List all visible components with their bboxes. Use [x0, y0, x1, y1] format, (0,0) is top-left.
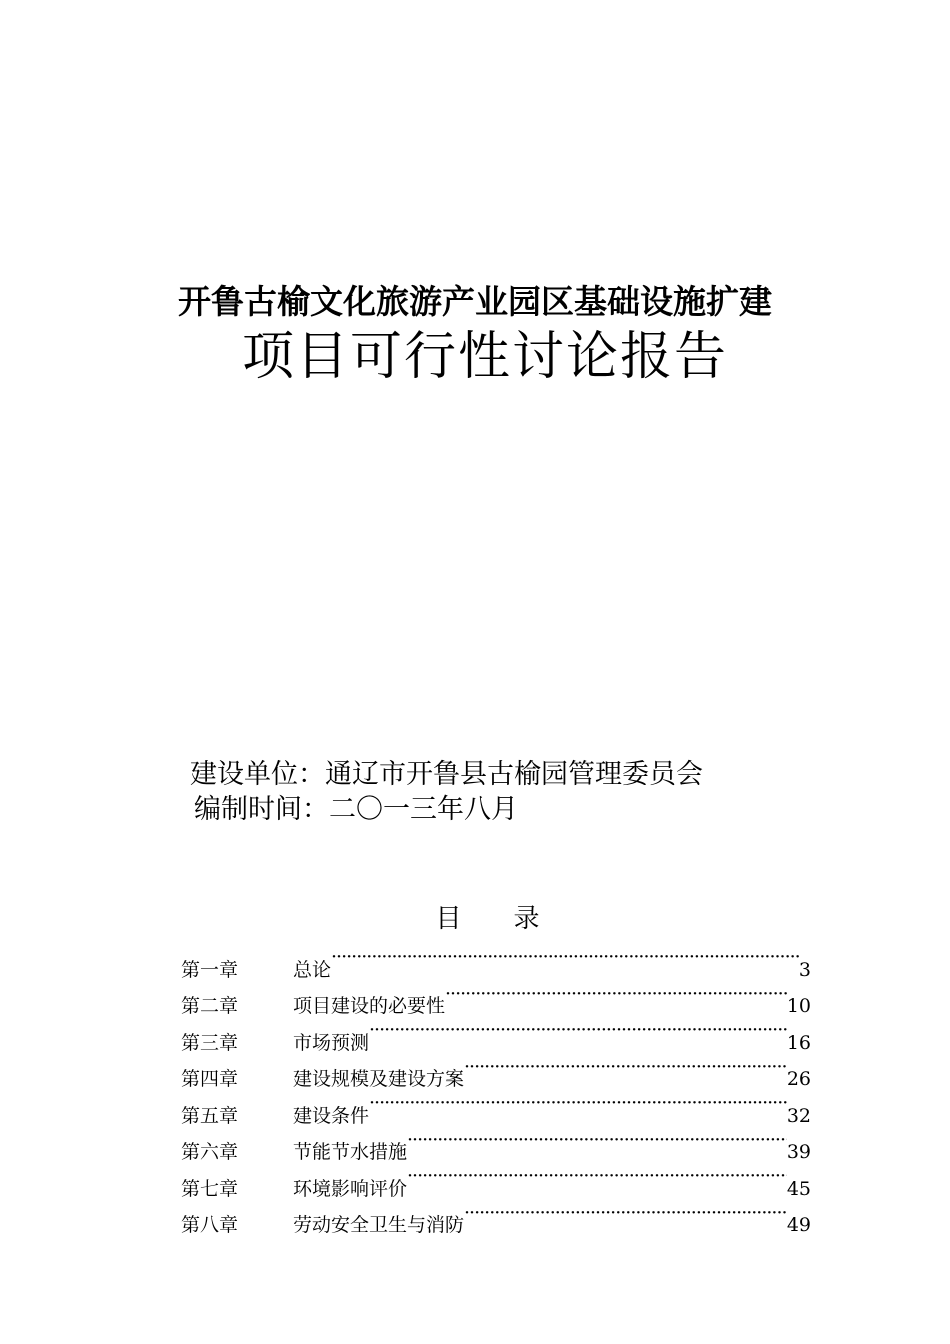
toc-page-number: 32: [786, 1104, 811, 1127]
toc-title: 建设规模及建设方案: [293, 1068, 465, 1090]
toc-leader-dots: [464, 1195, 787, 1232]
toc-title: 节能节水措施: [293, 1141, 408, 1163]
toc-page-number: 16: [786, 1031, 811, 1054]
toc-leader-dots: [464, 1049, 787, 1086]
toc-chapter: 第三章: [181, 1031, 239, 1054]
toc-leader-dots: [445, 976, 787, 1013]
toc-title: 劳动安全卫生与消防: [293, 1214, 465, 1236]
toc-leader-dots: [407, 1122, 787, 1159]
report-title-line2: 项目可行性讨论报告: [241, 327, 728, 387]
toc-page-number: 49: [786, 1214, 811, 1236]
compile-date: 编制时间：二〇一三年八月: [194, 794, 518, 825]
toc-chapter: 第一章: [181, 958, 239, 981]
toc-leader-dots: [331, 939, 799, 976]
toc-leader-dots: [369, 1085, 787, 1122]
toc-page-number: 39: [786, 1141, 811, 1163]
toc-page-number: 10: [786, 995, 811, 1017]
toc-page-number: 45: [786, 1177, 811, 1200]
toc-chapter: 第五章: [181, 1104, 239, 1127]
toc-chapter: 第六章: [181, 1141, 239, 1163]
toc-chapter: 第七章: [181, 1177, 239, 1200]
toc-heading: 目 录: [435, 904, 540, 934]
toc-chapter: 第二章: [181, 995, 239, 1017]
toc-title: 项目建设的必要性: [293, 995, 446, 1017]
toc-chapter: 第四章: [181, 1068, 239, 1090]
table-of-contents: [181, 939, 811, 1236]
toc-leader-dots: [369, 1012, 787, 1049]
toc-title: 总论: [293, 958, 332, 981]
toc-page-number: 26: [786, 1068, 811, 1090]
toc-entry[interactable]: [181, 939, 811, 981]
toc-title: 市场预测: [293, 1031, 370, 1054]
toc-title: 环境影响评价: [293, 1177, 408, 1200]
report-title-line1: 开鲁古榆文化旅游产业园区基础设施扩建: [178, 282, 772, 321]
construction-unit: 建设单位：通辽市开鲁县古榆园管理委员会: [190, 759, 703, 790]
toc-leader-dots: [407, 1158, 787, 1195]
toc-title: 建设条件: [293, 1104, 370, 1127]
toc-page-number: 3: [798, 958, 811, 981]
toc-chapter: 第八章: [181, 1214, 239, 1236]
